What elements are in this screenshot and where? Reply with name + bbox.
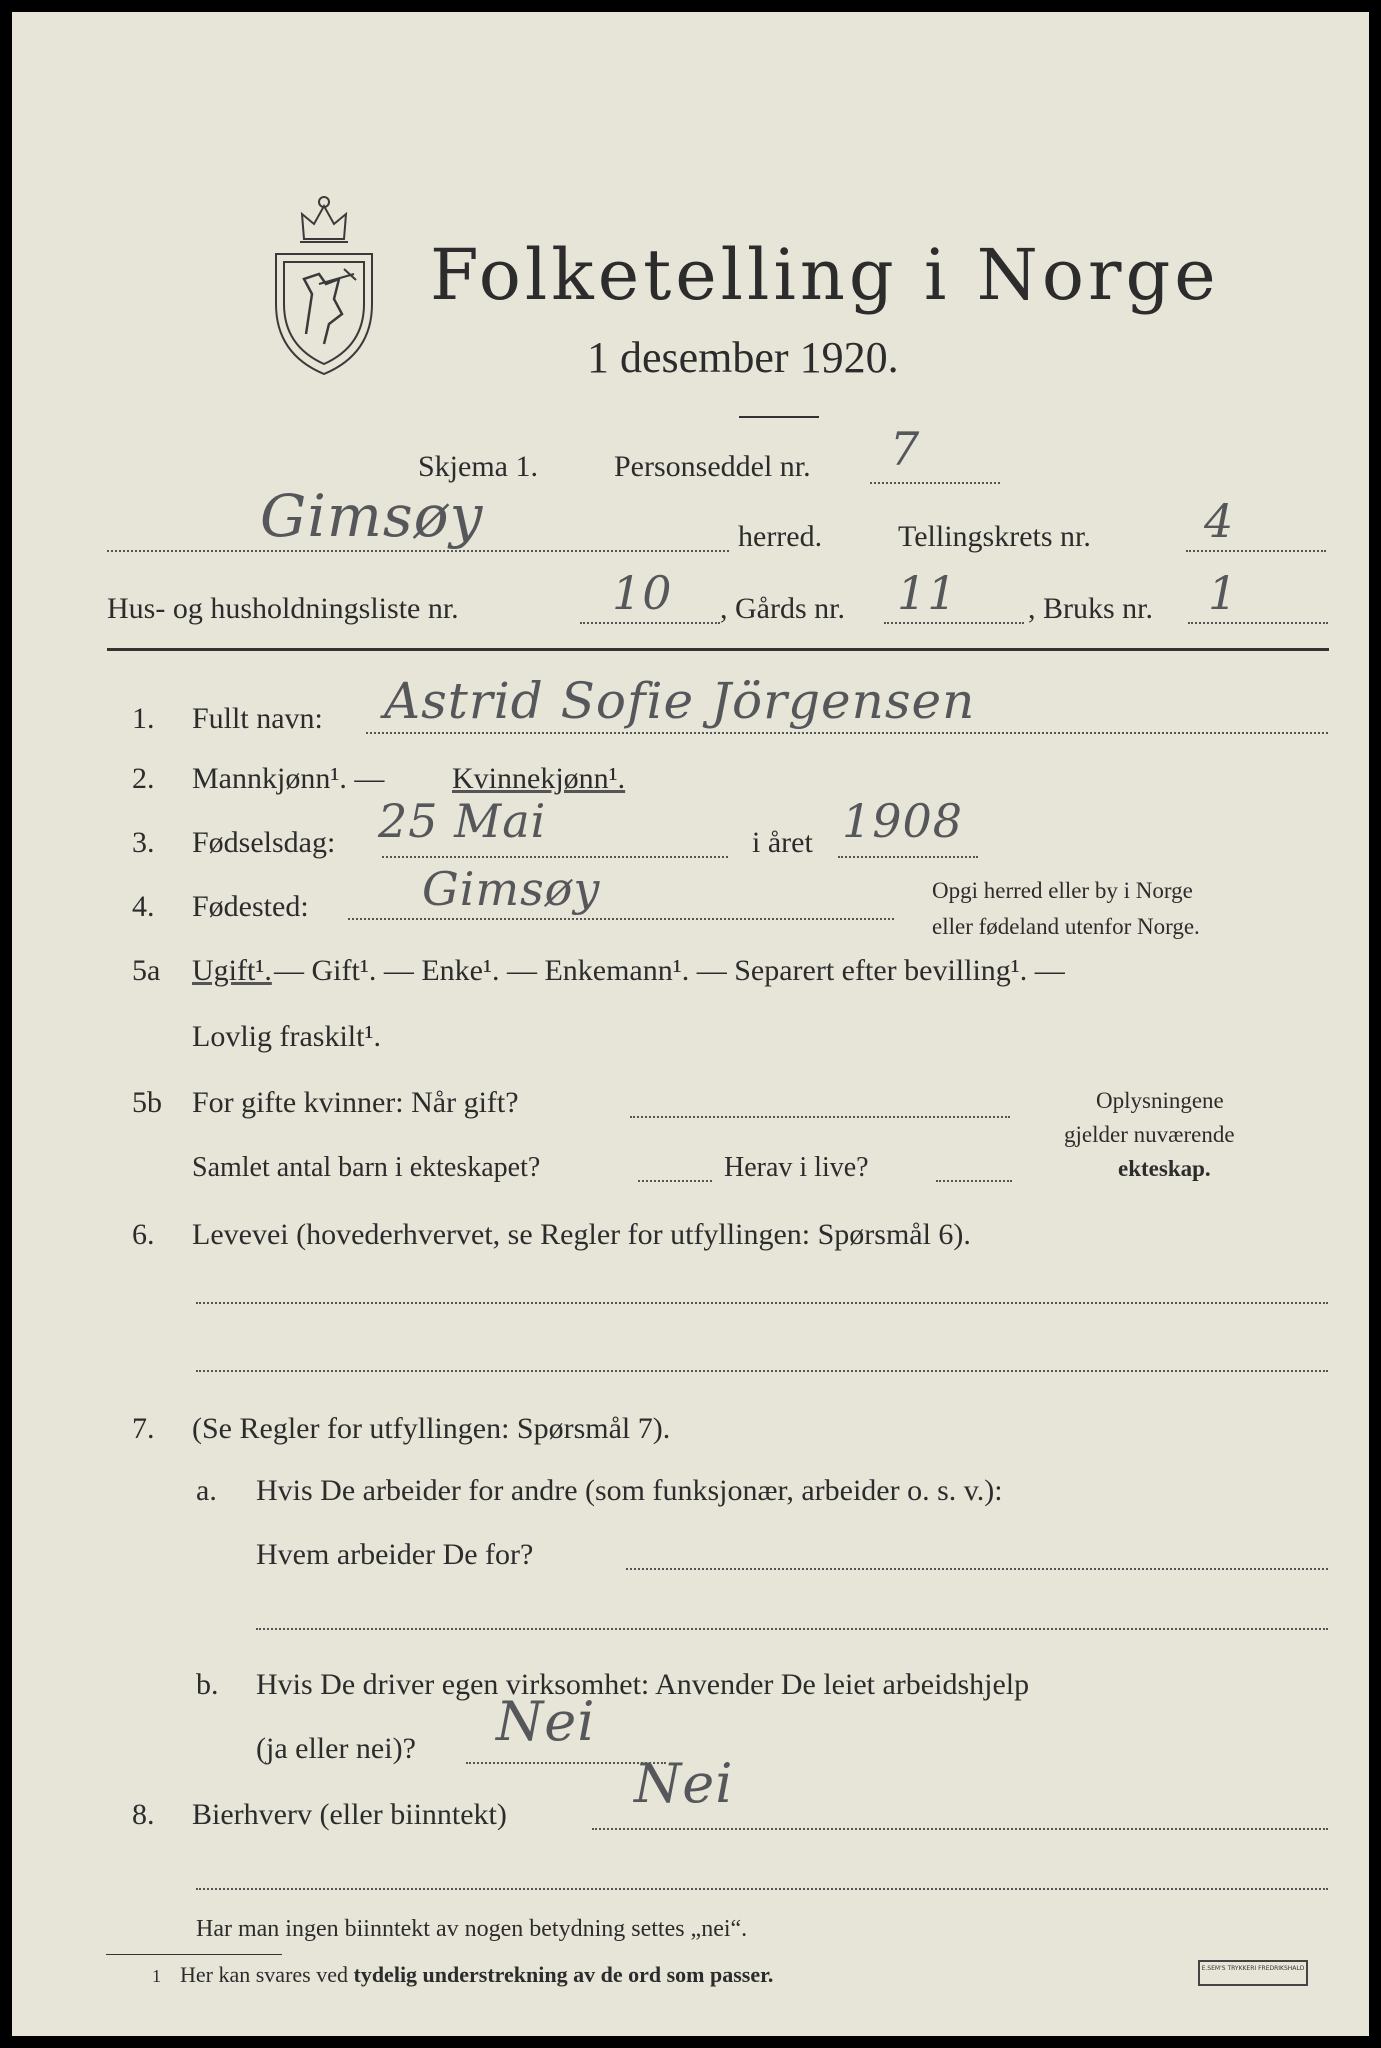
- q3-year-field[interactable]: [838, 856, 978, 858]
- q7a-letter: a.: [196, 1474, 217, 1507]
- tellingskrets-field[interactable]: [1186, 550, 1326, 552]
- q3-year-value: 1908: [842, 794, 964, 848]
- q8-label: Bierhverv (eller biinntekt): [192, 1798, 507, 1831]
- q7-number: 7.: [132, 1412, 155, 1445]
- gards-value: 11: [897, 566, 958, 620]
- q1-value: Astrid Sofie Jörgensen: [384, 672, 976, 730]
- personseddel-label: Personseddel nr.: [614, 450, 811, 483]
- header-divider: [107, 648, 1329, 651]
- q5b-label2: Samlet antal barn i ekteskapet?: [192, 1152, 541, 1183]
- printer-mark-text: E.SEM'S TRYKKERI FREDRIKSHALD: [1201, 1965, 1305, 1972]
- hus-value: 10: [612, 566, 673, 620]
- tellingskrets-value: 4: [1204, 494, 1235, 548]
- q7b-label2: (ja eller nei)?: [256, 1732, 416, 1765]
- census-date: 1 desember 1920.: [587, 333, 899, 382]
- bruks-field[interactable]: [1188, 622, 1328, 624]
- q5b-note-line3: ekteskap.: [1118, 1156, 1211, 1181]
- q4-note-line1: Opgi herred eller by i Norge: [932, 878, 1193, 903]
- q7b-value: Nei: [496, 1690, 596, 1753]
- q5a-options: — Gift¹. — Enke¹. — Enkemann¹. — Separert efter bevilling¹. —: [274, 954, 1065, 987]
- q7a-label: Hvis De arbeider for andre (som funksjonær, arbeider o. s. v.):: [256, 1474, 1003, 1507]
- footnote-number: 1: [152, 1966, 161, 1986]
- q5b-label1: For gifte kvinner: Når gift?: [192, 1086, 519, 1119]
- q4-number: 4.: [132, 890, 155, 923]
- q5b-label3: Herav i live?: [724, 1152, 869, 1183]
- footer-note: Har man ingen biinntekt av nogen betydning settes „nei“.: [196, 1916, 748, 1942]
- hus-field[interactable]: [580, 622, 720, 624]
- q8-value: Nei: [634, 1752, 734, 1815]
- gards-label: , Gårds nr.: [720, 592, 845, 625]
- q5b-note-line1: Oplysningene: [1096, 1088, 1224, 1113]
- q5b-note-line2: gjelder nuværende: [1064, 1122, 1235, 1147]
- bruks-label: , Bruks nr.: [1028, 592, 1154, 625]
- q5a-number: 5a: [132, 954, 161, 987]
- q5b-alive-field[interactable]: [936, 1180, 1012, 1182]
- q4-value: Gimsøy: [422, 862, 601, 916]
- herred-field[interactable]: [107, 550, 729, 552]
- q5b-number: 5b: [132, 1086, 162, 1119]
- q5a-line2: Lovlig fraskilt¹.: [192, 1020, 381, 1053]
- q1-field[interactable]: [366, 732, 1328, 734]
- q7-label: (Se Regler for utfyllingen: Spørsmål 7).: [192, 1412, 671, 1445]
- footnote-text-plain: Her kan svares ved: [180, 1962, 354, 1987]
- tellingskrets-label: Tellingskrets nr.: [898, 520, 1091, 553]
- q6-field-2[interactable]: [196, 1370, 1328, 1372]
- skjema-label: Skjema 1.: [418, 450, 538, 483]
- q3-value: 25 Mai: [378, 794, 547, 848]
- q4-note-line2: eller fødeland utenfor Norge.: [932, 914, 1200, 939]
- q3-year-label: i året: [752, 826, 813, 859]
- q1-number: 1.: [132, 702, 155, 735]
- personseddel-field[interactable]: [870, 482, 1000, 484]
- gards-field[interactable]: [884, 622, 1024, 624]
- q3-field[interactable]: [382, 856, 728, 858]
- form-title: Folketelling i Norge: [430, 234, 1220, 316]
- q4-field[interactable]: [348, 918, 894, 920]
- title-rule: [739, 416, 819, 418]
- q2-label-male: Mannkjønn¹. —: [192, 762, 385, 795]
- q6-field-1[interactable]: [196, 1302, 1328, 1304]
- q3-number: 3.: [132, 826, 155, 859]
- census-form: [12, 12, 1369, 2036]
- personseddel-value: 7: [890, 422, 921, 476]
- q5a-ugift[interactable]: Ugift¹.: [192, 954, 272, 987]
- norway-coat-of-arms-icon: [264, 184, 384, 379]
- q1-label: Fullt navn:: [192, 702, 323, 735]
- q7a-field-2[interactable]: [256, 1628, 1328, 1630]
- q7a-label2: Hvem arbeider De for?: [256, 1538, 534, 1571]
- q8-number: 8.: [132, 1798, 155, 1831]
- q6-label: Levevei (hovederhvervet, se Regler for utfyllingen: Spørsmål 6).: [192, 1218, 971, 1251]
- footnote-rule: [106, 1954, 282, 1955]
- footnote-text: [180, 1962, 773, 1988]
- hus-label: Hus- og husholdningsliste nr.: [107, 592, 459, 625]
- q2-number: 2.: [132, 762, 155, 795]
- q2-label-female[interactable]: Kvinnekjønn¹.: [452, 762, 626, 795]
- herred-value: Gimsøy: [260, 482, 484, 550]
- q7a-field-1[interactable]: [626, 1568, 1328, 1570]
- bruks-value: 1: [1208, 566, 1239, 620]
- q8-field-1[interactable]: [592, 1828, 1328, 1830]
- q7b-letter: b.: [196, 1668, 219, 1701]
- q5b-married-field[interactable]: [630, 1116, 1010, 1118]
- printer-mark: [1198, 1960, 1308, 1986]
- q6-number: 6.: [132, 1218, 155, 1251]
- q7b-label: Hvis De driver egen virksomhet: Anvender De leiet arbeidshjelp: [256, 1668, 1030, 1701]
- q5b-children-field[interactable]: [638, 1180, 712, 1182]
- q3-label: Fødselsdag:: [192, 826, 336, 859]
- q4-label: Fødested:: [192, 890, 309, 923]
- herred-label: herred.: [738, 520, 823, 553]
- q8-field-2[interactable]: [196, 1888, 1328, 1890]
- footnote-text-bold: tydelig understrekning av de ord som passer.: [353, 1962, 774, 1987]
